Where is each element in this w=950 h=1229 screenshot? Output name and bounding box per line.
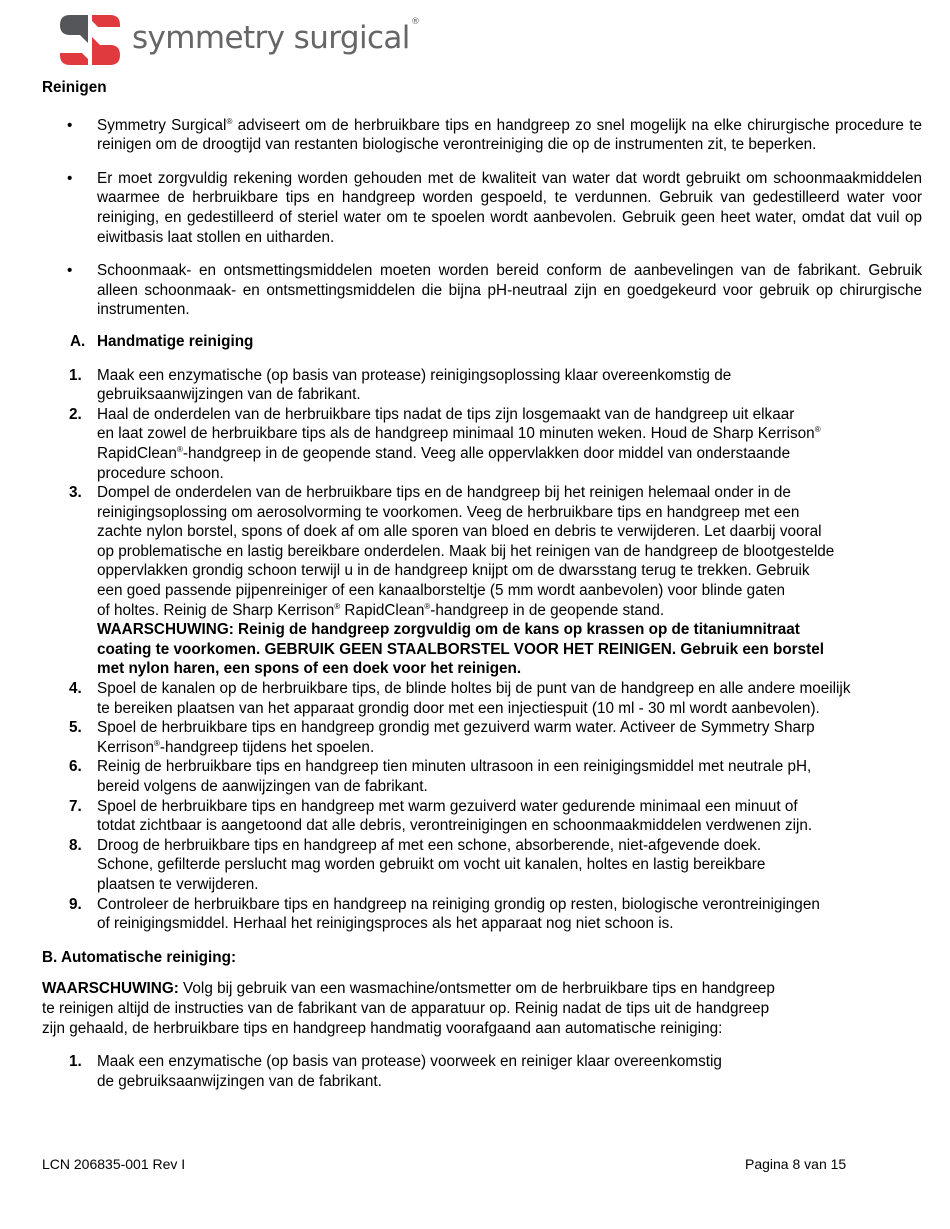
- page-number: Pagina 8 van 15: [745, 1156, 847, 1172]
- step-item: 1. Maak een enzymatische (op basis van protease) reinigingsoplossing klaar overeenkomstig de gebruiksaanwijzingen van de fabrikant.: [69, 366, 732, 404]
- step-item: 4. Spoel de kanalen op de herbruikbare tips, de blinde holtes bij de punt van de handgreep en alle andere moeilijk te bereiken plaatsen van het apparaat grondig door met een injectiespuit (10 ml - 30 ml wordt aanbevolen).: [69, 680, 851, 717]
- step-item: 7. Spoel de herbruikbare tips en handgreep met warm gezuiverd water gedurende minimaal een minuut of totdat zichtbaar is aangetoond dat alle debris, verontreinigingen en schoonmaakmiddelen verdwenen zijn.: [69, 797, 813, 835]
- bullet-item: • Symmetry Surgical® adviseert om de herbruikbare tips en handgreep zo snel mogelijk na elke chirurgische procedure te reinigen om de droogtijd van restanten biologische verontreiniging die op de instrumenten zit, te beperken.: [67, 116, 922, 154]
- automatic-cleaning-warning: WAARSCHUWING: Volg bij gebruik van een wasmachine/ontsmetter om de herbruikbare tips en handgreep te reinigen altijd de instructies van de fabrikant van de apparatuur op. Reinig nadat de tips uit de handgreep zijn gehaald, de herbruikbare tips en handgreep handmatig voorafgaand aan automatische reiniging:: [42, 980, 775, 1037]
- logo-wordmark: symmetry surgical®: [132, 17, 420, 56]
- manual-cleaning-steps: [42, 366, 922, 934]
- bullet-item: • Schoonmaak- en ontsmettingsmiddelen moeten worden bereid conform de aanbevelingen van de fabrikant. Gebruik alleen schoonmaak- en ontsmettingsmiddelen die bijna pH-neutraal zijn en goedgekeurd voor gebruik op chirurgische instrumenten.: [67, 262, 922, 319]
- symmetry-logo-icon: [58, 13, 122, 67]
- document-body: [42, 78, 922, 1091]
- bullet-item: • Er moet zorgvuldig rekening worden gehouden met de kwaliteit van water dat wordt gebruikt om schoonmaakmiddelen waarmee de herbruikbare tips en handgreep worden gespoeld, te verdunnen. Gebruik van gedestilleerd water voor reiniging, en gedestilleerd of steriel water om te spoelen wordt aanbevolen. Gebruik geen heet water, omdat dat vuil op eiwitbasis laat stollen en uitharden.: [67, 169, 922, 246]
- step-item: 6. Reinig de herbruikbare tips en handgreep tien minuten ultrasoon in een reinigingsmiddel met neutrale pH, bereid volgens de aanwijzingen van de fabrikant.: [69, 758, 812, 795]
- step-item: 8. Droog de herbruikbare tips en handgreep af met een schone, absorberende, niet-afgevende doek. Schone, gefilterde perslucht mag worden gebruikt om vocht uit kanalen, holtes en lastig bereikbare plaatsen te verwijderen.: [69, 836, 766, 893]
- document-id: LCN 206835-001 Rev I: [42, 1156, 186, 1172]
- subsection-b-heading: B. Automatische reiniging:: [42, 948, 237, 966]
- step-item: 1. Maak een enzymatische (op basis van protease) voorweek en reiniger klaar overeenkomstig de gebruiksaanwijzingen van de fabrikant.: [69, 1053, 722, 1090]
- step-item: 3. Dompel de onderdelen van de herbruikbare tips en de handgreep bij het reinigen helemaal onder in de reinigingsoplossing om aerosolvorming te voorkomen. Veeg de herbruikbare tips en handgreep met een zachte nylon borstel, spons of doek af om alle sporen van bloed en debris te verwijderen. Let daarbij vooral op problematische en lastig bereikbare onderdelen. Maak bij het reinigen van de handgreep de blootgestelde oppervlakken grondig schoon terwijl u in de handgreep knijpt om de dwarsstang terug te trekken. Gebruik een goed passende pijpenreiniger of een kanaalborsteltje (5 mm wordt aanbevolen) voor blinde gaten of holtes. Reinig de Sharp Kerrison® RapidClean®-handgreep in de geopende stand. WAARSCHUWING: Reinig de handgreep zorgvuldig om de kans op krassen op de titaniumnitraat coating te voorkomen. GEBRUIK GEEN STAALBORSTEL VOOR HET REINIGEN. Gebruik een borstel met nylon haren, een spons of een doek voor het reinigen.: [69, 484, 835, 678]
- warning-text: WAARSCHUWING: Reinig de handgreep zorgvuldig om de kans op krassen op de titaniumnitraat coating te voorkomen. GEBRUIK GEEN STAALBORSTEL VOOR HET REINIGEN. Gebruik een borstel met nylon haren, een spons of een doek voor het reinigen.: [97, 621, 824, 678]
- step-item: 2. Haal de onderdelen van de herbruikbare tips nadat de tips zijn losgemaakt van de handgreep uit elkaar en laat zowel de herbruikbare tips als de handgreep minimaal 10 minuten weken. Houd de Sharp Kerrison® RapidClean®-handgreep in de geopende stand. Veeg alle oppervlakken door middel van onderstaande procedure schoon.: [69, 405, 821, 482]
- company-logo: [58, 12, 419, 68]
- section-title: Reinigen: [42, 79, 107, 96]
- automatic-cleaning-steps: [42, 1052, 922, 1091]
- subsection-a-heading: A. Handmatige reiniging: [70, 332, 254, 350]
- step-item: 9. Controleer de herbruikbare tips en handgreep na reiniging grondig op resten, biologische verontreinigingen of reinigingsmiddel. Herhaal het reinigingsproces als het apparaat nog niet schoon is.: [69, 895, 820, 933]
- step-item: 5. Spoel de herbruikbare tips en handgreep grondig met gezuiverd warm water. Activeer de Symmetry Sharp Kerrison®-handgreep tijdens het spoelen.: [69, 719, 815, 756]
- bullet-list: [42, 116, 922, 320]
